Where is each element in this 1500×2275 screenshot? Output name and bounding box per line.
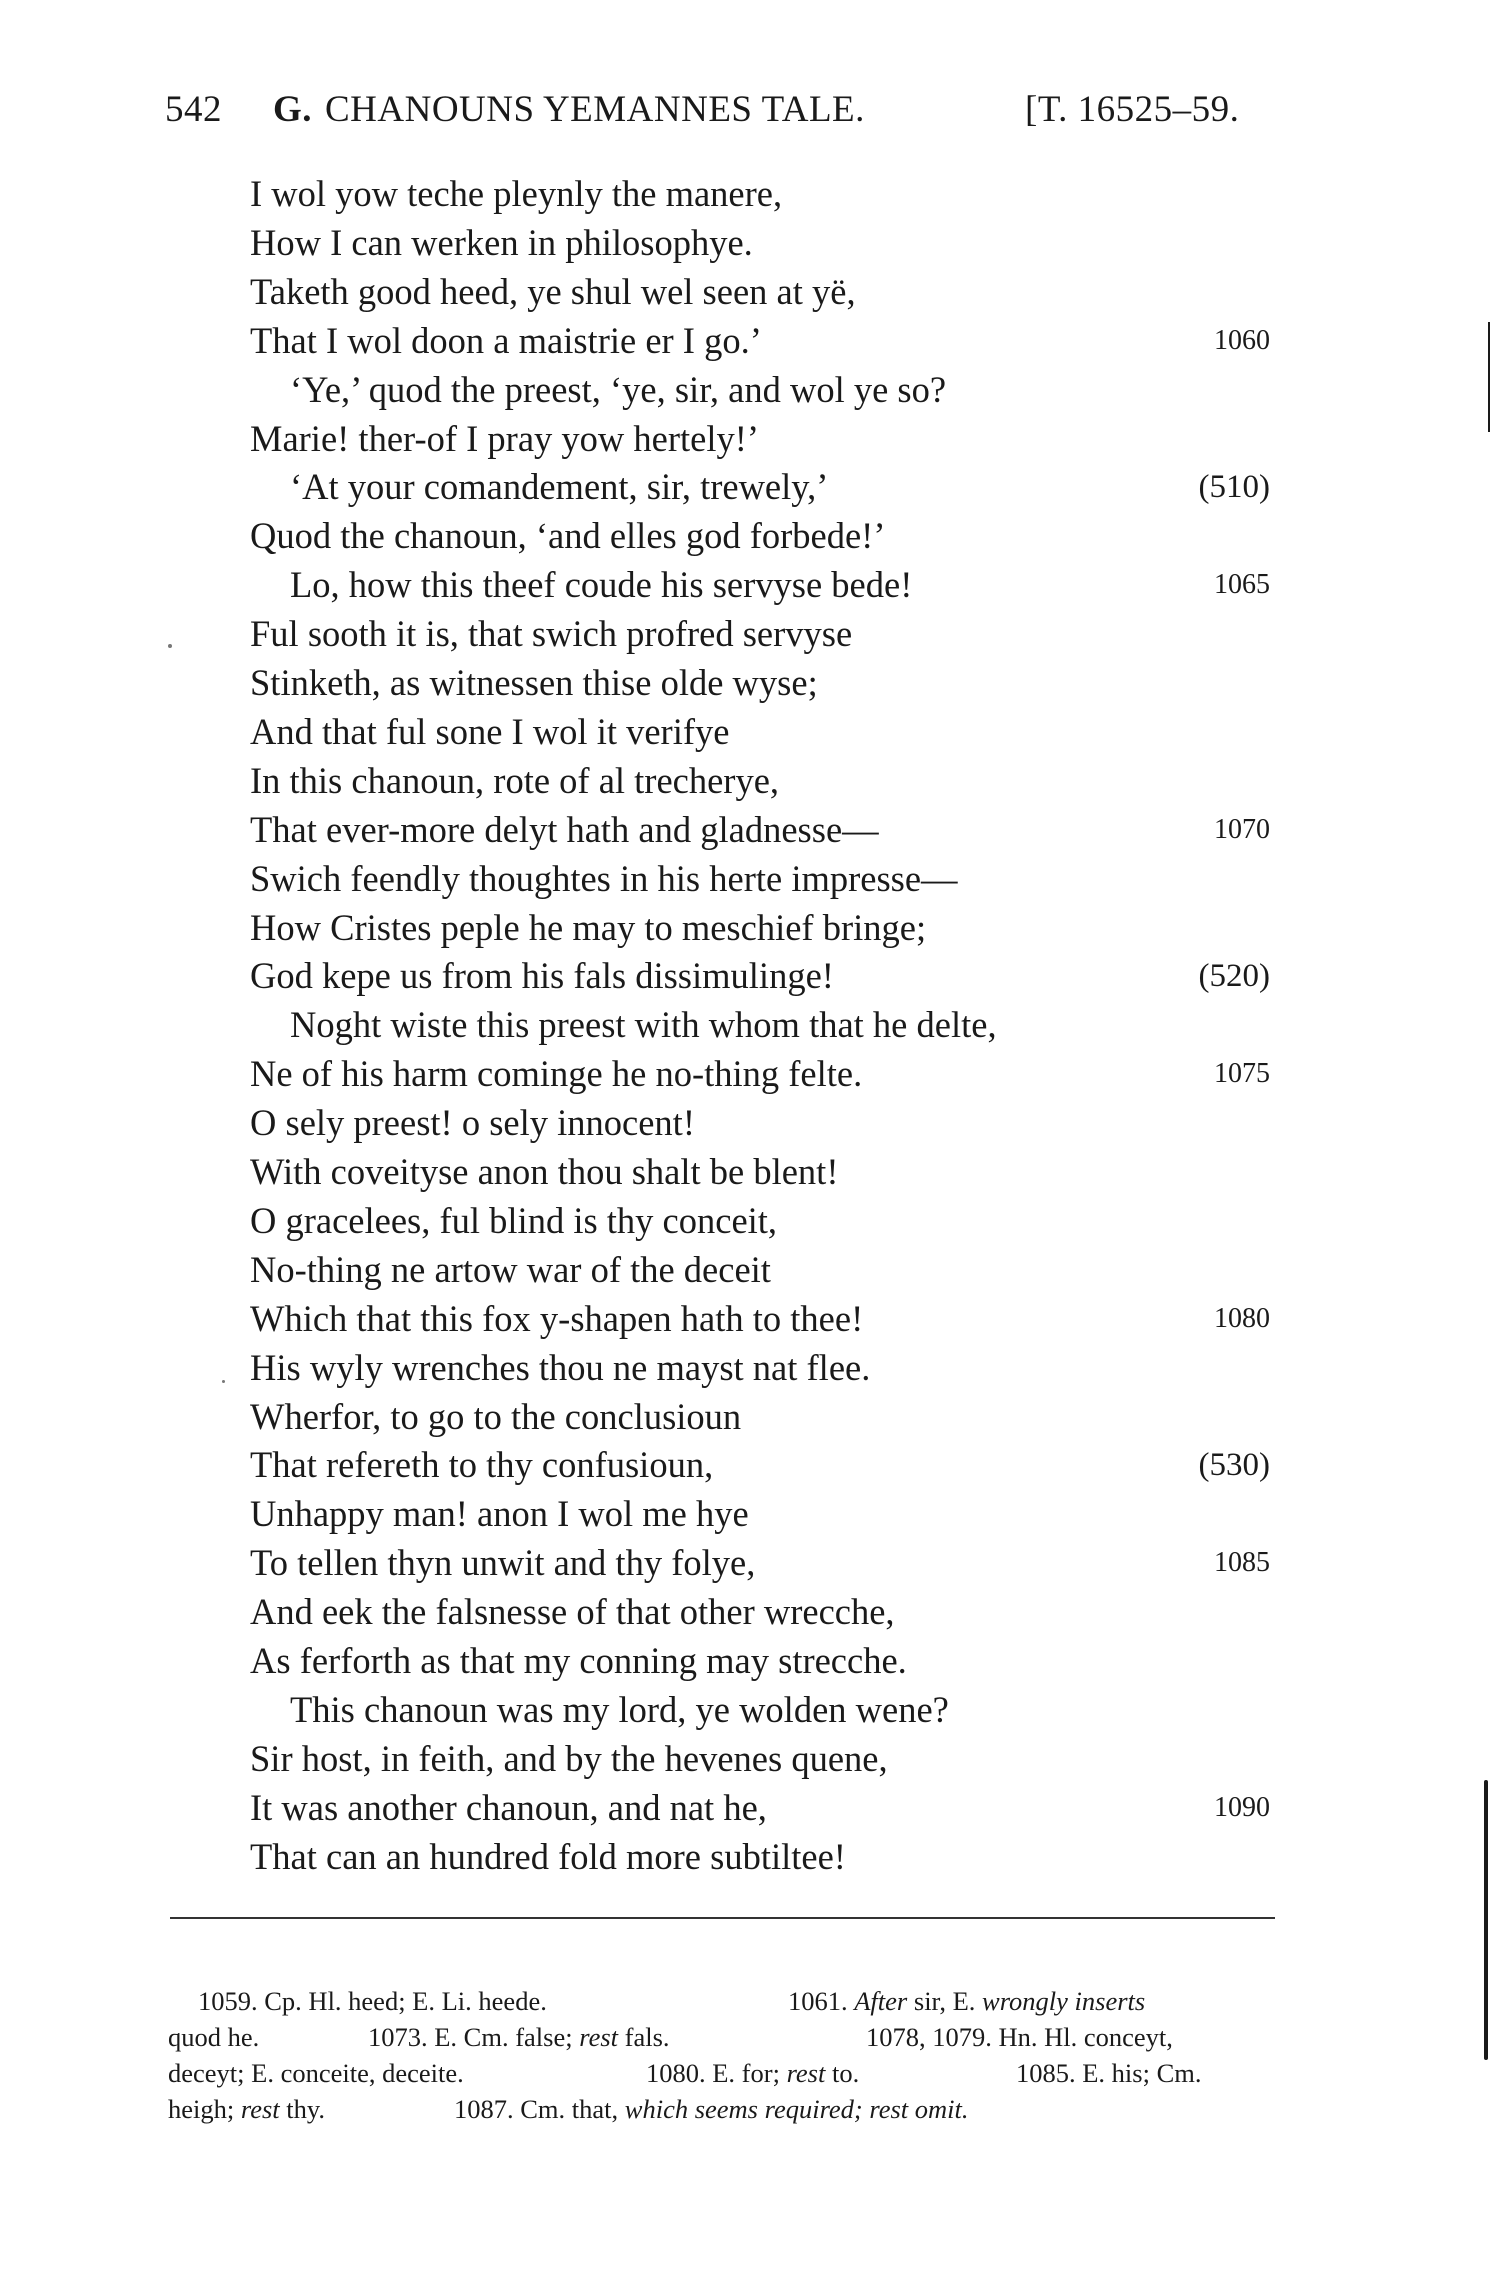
poem-line: With coveityse anon thou shalt be blent!	[250, 1151, 839, 1192]
footnote-1087	[454, 2091, 969, 2127]
poem-line: Ne of his harm cominge he no-thing felte.	[250, 1053, 863, 1094]
footnote-1085-continued	[168, 2091, 325, 2127]
scan-speck	[168, 644, 172, 648]
footnote-1061	[788, 1983, 1145, 2019]
poem-line: Noght wiste this preest with whom that he delte,	[290, 1004, 997, 1045]
line-number: 1075	[1214, 1058, 1270, 1089]
line-number: 1060	[1214, 325, 1270, 356]
poem-line: Marie! ther-of I pray yow hertely!’	[250, 418, 760, 459]
poem-line: Which that this fox y-shapen hath to thee!	[250, 1298, 864, 1339]
scan-edge-mark-upper	[1488, 322, 1490, 432]
poem-line: ‘Ye,’ quod the preest, ‘ye, sir, and wol ye so?	[290, 369, 947, 410]
footnote-1080	[646, 2055, 859, 2091]
footnote-1073-text: 1073. E. Cm. false;	[368, 2022, 573, 2052]
footnote-1087-required: which seems required; rest omit.	[624, 2094, 969, 2124]
line-number: 1080	[1214, 1303, 1270, 1334]
poem-line: That I wol doon a maistrie er I go.’	[250, 320, 762, 361]
line-number: 1070	[1214, 814, 1270, 845]
footnote-1080-text: 1080. E. for;	[646, 2058, 780, 2088]
poem-line: Taketh good heed, ye shul wel seen at yë,	[250, 271, 856, 312]
poem-line: Stinketh, as witnessen thise olde wyse;	[250, 662, 818, 703]
footnote-1078-1079: 1078, 1079. Hn. Hl. conceyt,	[866, 2022, 1173, 2052]
poem-line: Lo, how this theef coude his servyse bede!	[290, 564, 913, 605]
footnote-line-3	[168, 2055, 1278, 2091]
page-number: 542	[165, 89, 222, 130]
tale-title: CHANOUNS YEMANNES TALE.	[325, 89, 865, 130]
poem-line: No-thing ne artow war of the deceit	[250, 1249, 771, 1290]
footnote-1061-continued: quod he.	[168, 2022, 260, 2052]
poem-line: That ever-more delyt hath and gladnesse—	[250, 809, 879, 850]
poem-line: I wol yow teche pleynly the manere,	[250, 173, 783, 214]
footnote-rule	[170, 1917, 1275, 1919]
poem-line: Unhappy man! anon I wol me hye	[250, 1493, 749, 1534]
section-letter: G.	[273, 89, 313, 130]
footnote-1061-after: After	[854, 1986, 908, 2016]
line-number: 1065	[1214, 569, 1270, 600]
footnote-1085-end: thy.	[286, 2094, 326, 2124]
poem-line: Quod the chanoun, ‘and elles god forbede!’	[250, 515, 886, 556]
line-range-reference: [T. 16525–59.	[1025, 89, 1240, 130]
footnote-1061-wrongly: wrongly inserts	[982, 1986, 1146, 2016]
poem-line: That can an hundred fold more subtiltee!	[250, 1836, 846, 1877]
line-number: 1090	[1214, 1792, 1270, 1823]
footnote-1061-mid: sir, E.	[913, 1986, 976, 2016]
footnote-line-4	[168, 2091, 1278, 2127]
footnote-1085-rest: rest	[240, 2094, 280, 2124]
poem-line: And eek the falsnesse of that other wrecche,	[250, 1591, 895, 1632]
footnote-1080-end: to.	[831, 2058, 860, 2088]
footnote-1079-continued: deceyt; E. conceite, deceite.	[168, 2058, 464, 2088]
poem-line: In this chanoun, rote of al trecherye,	[250, 760, 780, 801]
running-header	[165, 88, 1275, 148]
footnote-1059: 1059. Cp. Hl. heed; E. Li. heede.	[198, 1986, 547, 2016]
poem-line: It was another chanoun, and nat he,	[250, 1787, 767, 1828]
poem-line: God kepe us from his fals dissimulinge!	[250, 955, 834, 996]
footnote-1061-number: 1061.	[788, 1986, 848, 2016]
poem-line: ‘At your comandement, sir, trewely,’	[290, 466, 829, 507]
footnote-line-2	[168, 2019, 1278, 2055]
poem-line: And that ful sone I wol it verifye	[250, 711, 730, 752]
scan-edge-mark-lower	[1484, 1780, 1488, 2060]
poem-line: His wyly wrenches thou ne mayst nat flee.	[250, 1347, 871, 1388]
footnote-1085: 1085. E. his; Cm.	[1016, 2058, 1202, 2088]
footnote-line-1	[168, 1983, 1278, 2019]
poem-line: Swich feendly thoughtes in his herte impresse—	[250, 858, 958, 899]
line-number: (520)	[1198, 958, 1270, 994]
footnote-1080-rest: rest	[786, 2058, 826, 2088]
poem-line: O gracelees, ful blind is thy conceit,	[250, 1200, 778, 1241]
line-number: 1085	[1214, 1547, 1270, 1578]
poem-line: How Cristes peple he may to meschief bringe;	[250, 907, 927, 948]
poem-line: O sely preest! o sely innocent!	[250, 1102, 695, 1143]
poem-line: Wherfor, to go to the conclusioun	[250, 1396, 742, 1437]
footnote-1073	[368, 2019, 670, 2055]
poem-line: To tellen thyn unwit and thy folye,	[250, 1542, 756, 1583]
footnote-1087-text: 1087. Cm. that,	[454, 2094, 619, 2124]
footnote-1085-heigh: heigh;	[168, 2094, 235, 2124]
poem-line: How I can werken in philosophye.	[250, 222, 753, 263]
poem-line: As ferforth as that my conning may strecche.	[250, 1640, 907, 1681]
footnote-1073-rest: rest	[579, 2022, 619, 2052]
poem-line: That refereth to thy confusioun,	[250, 1444, 714, 1485]
scan-speck	[222, 1380, 225, 1383]
poem-line: This chanoun was my lord, ye wolden wene?	[290, 1689, 949, 1730]
line-number: (510)	[1198, 469, 1270, 505]
footnote-1073-end: fals.	[624, 2022, 670, 2052]
poem-line: Ful sooth it is, that swich profred servyse	[250, 613, 853, 654]
poem-line: Sir host, in feith, and by the hevenes quene,	[250, 1738, 888, 1779]
line-number: (530)	[1198, 1447, 1270, 1483]
